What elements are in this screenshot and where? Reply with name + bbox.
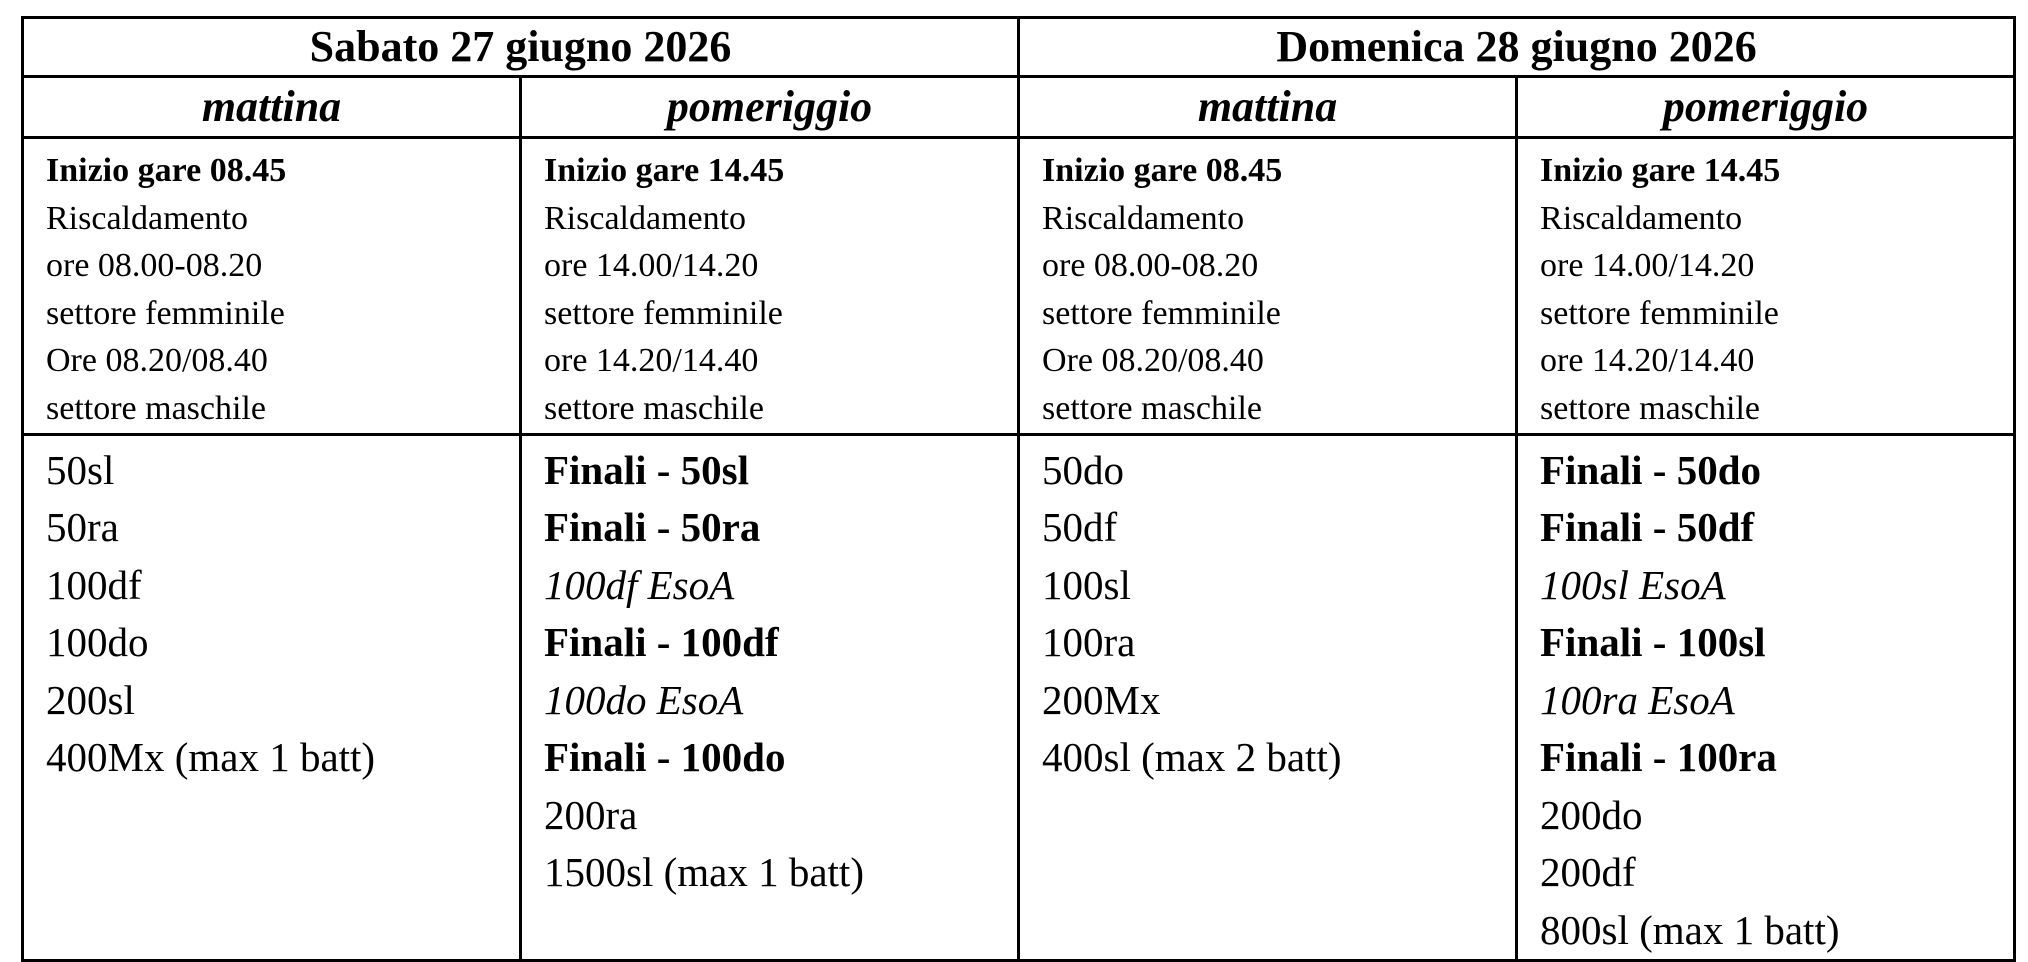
warmup-line: ore 14.20/14.40 — [1540, 342, 1755, 380]
session-info-sat-afternoon — [521, 138, 1019, 435]
session-info-sat-morning — [23, 138, 521, 435]
warmup-line: Riscaldamento — [46, 199, 249, 237]
event-item: 200sl — [46, 676, 135, 723]
event-item: 200Mx — [1042, 676, 1161, 723]
event-item: 50df — [1042, 504, 1118, 551]
event-item: 50do — [1042, 446, 1125, 493]
session-label-sat-afternoon: pomeriggio — [521, 77, 1019, 138]
warmup-line: settore maschile — [46, 389, 266, 427]
session-label-sun-morning: mattina — [1019, 77, 1517, 138]
warmup-line: ore 08.00-08.20 — [46, 247, 263, 285]
warmup-line: settore femminile — [46, 294, 285, 332]
event-item: 200df — [1540, 849, 1636, 896]
events-sat-afternoon — [521, 434, 1019, 961]
warmup-line: ore 14.00/14.20 — [544, 247, 759, 285]
event-item: Finali - 50do — [1540, 446, 1761, 493]
warmup-line: Riscaldamento — [544, 199, 747, 237]
event-item: 100ra — [1042, 619, 1136, 666]
session-header-row — [23, 77, 2015, 138]
day-title-saturday: Sabato 27 giugno 2026 — [23, 18, 1019, 77]
event-item: Finali - 100sl — [1540, 619, 1766, 666]
event-item: 100df — [46, 561, 142, 608]
event-item: Finali - 50ra — [544, 504, 761, 551]
events-sat-morning — [23, 434, 521, 961]
session-info-row — [23, 138, 2015, 435]
start-time: Inizio gare 08.45 — [46, 152, 287, 189]
event-item: 1500sl (max 1 batt) — [544, 849, 864, 896]
event-item: 100df EsoA — [544, 561, 735, 608]
start-time: Inizio gare 08.45 — [1042, 152, 1283, 189]
event-item: Finali - 50df — [1540, 504, 1755, 551]
start-time: Inizio gare 14.45 — [544, 152, 785, 189]
start-time: Inizio gare 14.45 — [1540, 152, 1781, 189]
warmup-line: settore maschile — [1042, 389, 1262, 427]
warmup-line: Riscaldamento — [1042, 199, 1245, 237]
warmup-line: ore 14.00/14.20 — [1540, 247, 1755, 285]
session-info-sun-afternoon — [1517, 138, 2015, 435]
event-item: 100sl — [1042, 561, 1131, 608]
competition-schedule-table — [21, 16, 2016, 962]
warmup-line: Ore 08.20/08.40 — [1042, 342, 1264, 380]
event-item: 400sl (max 2 batt) — [1042, 734, 1342, 781]
session-info-sun-morning — [1019, 138, 1517, 435]
event-item: 100ra EsoA — [1540, 676, 1735, 723]
events-sun-morning — [1019, 434, 1517, 961]
event-item: Finali - 100do — [544, 734, 786, 781]
event-item: 800sl (max 1 batt) — [1540, 906, 1840, 953]
warmup-line: ore 14.20/14.40 — [544, 342, 759, 380]
warmup-line: settore femminile — [1042, 294, 1281, 332]
event-item: 100sl EsoA — [1540, 561, 1726, 608]
events-row — [23, 434, 2015, 961]
event-item: 50ra — [46, 504, 119, 551]
warmup-line: ore 08.00-08.20 — [1042, 247, 1259, 285]
warmup-line: settore maschile — [1540, 389, 1760, 427]
event-item: 50sl — [46, 446, 115, 493]
warmup-line: Riscaldamento — [1540, 199, 1743, 237]
event-item: Finali - 50sl — [544, 446, 750, 493]
day-title-sunday: Domenica 28 giugno 2026 — [1019, 18, 2015, 77]
session-label-sat-morning: mattina — [23, 77, 521, 138]
day-header-row — [23, 18, 2015, 77]
events-sun-afternoon — [1517, 434, 2015, 961]
event-item: 400Mx (max 1 batt) — [46, 734, 376, 781]
warmup-line: settore femminile — [544, 294, 783, 332]
event-item: 200do — [1540, 791, 1643, 838]
warmup-line: Ore 08.20/08.40 — [46, 342, 268, 380]
event-item: 200ra — [544, 791, 638, 838]
warmup-line: settore femminile — [1540, 294, 1779, 332]
event-item: 100do — [46, 619, 149, 666]
event-item: Finali - 100ra — [1540, 734, 1777, 781]
event-item: Finali - 100df — [544, 619, 779, 666]
warmup-line: settore maschile — [544, 389, 764, 427]
event-item: 100do EsoA — [544, 676, 744, 723]
session-label-sun-afternoon: pomeriggio — [1517, 77, 2015, 138]
